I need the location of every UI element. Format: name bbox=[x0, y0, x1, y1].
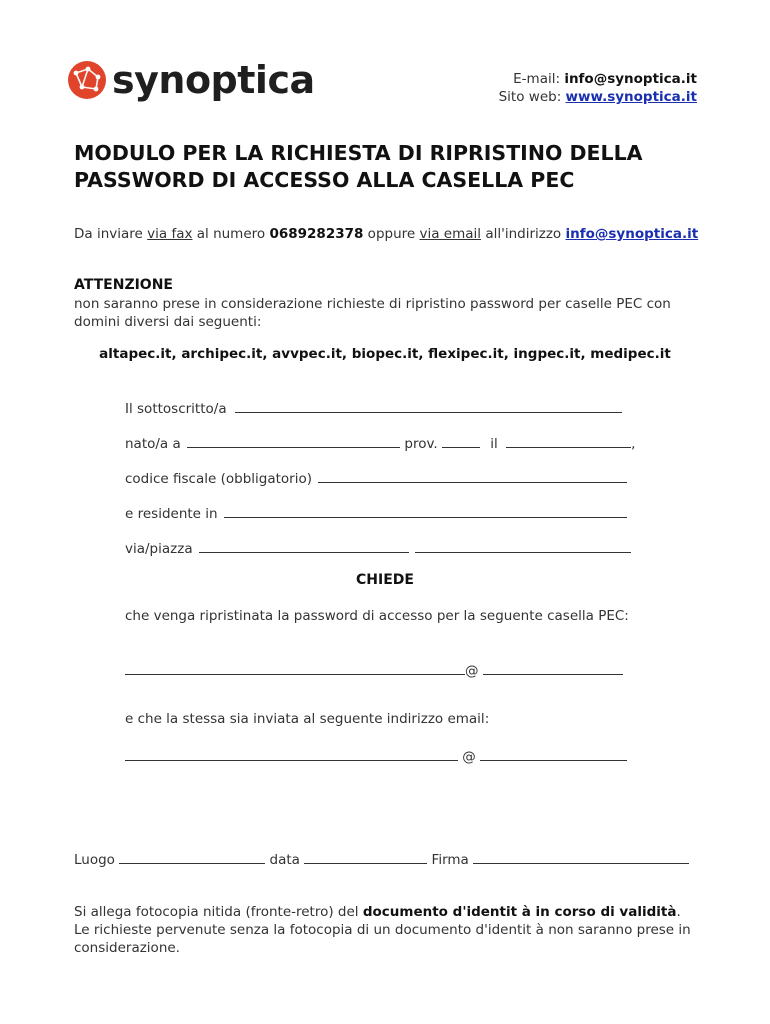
ripristino-text: che venga ripristinata la password di accesso per la seguente casella PEC: bbox=[125, 608, 629, 624]
web-label: Sito web: bbox=[498, 89, 566, 105]
email-line bbox=[499, 70, 697, 88]
codice-fiscale-row bbox=[125, 468, 627, 487]
codice-fiscale-field[interactable] bbox=[318, 468, 627, 483]
synoptica-logo-icon bbox=[66, 59, 108, 101]
send-text: oppure bbox=[363, 226, 420, 242]
send-instructions bbox=[74, 226, 698, 242]
sottoscritto-row bbox=[125, 398, 622, 417]
data-nascita-field[interactable] bbox=[506, 433, 631, 448]
residente-label: e residente in bbox=[125, 506, 218, 522]
luogo-field[interactable] bbox=[119, 849, 265, 864]
firma-field[interactable] bbox=[473, 849, 689, 864]
via-field[interactable] bbox=[199, 538, 409, 553]
attention-text: non saranno prese in considerazione richieste di ripristino password per caselle PEC con domini diversi dai seguenti: bbox=[74, 296, 671, 330]
documento-text: documento d'identit à in corso di validità bbox=[362, 904, 677, 920]
send-text: al numero bbox=[192, 226, 270, 242]
company-logo bbox=[66, 58, 315, 102]
fax-number: 0689282378 bbox=[269, 226, 364, 242]
allegato-note bbox=[74, 903, 694, 957]
email-value: info@synoptica.it bbox=[564, 71, 697, 87]
email-label: E-mail: bbox=[513, 71, 565, 87]
sottoscritto-label: Il sottoscritto/a bbox=[125, 401, 227, 417]
at-sign: @ bbox=[462, 749, 476, 765]
pec-domain-field[interactable] bbox=[483, 660, 623, 675]
allowed-domains: altapec.it, archipec.it, avvpec.it, biopec.it, flexipec.it, ingpec.it, medipec.it bbox=[99, 346, 671, 362]
firma-row bbox=[74, 849, 689, 868]
sottoscritto-field[interactable] bbox=[235, 398, 622, 413]
data-label: data bbox=[269, 852, 300, 868]
residenza-field[interactable] bbox=[224, 503, 627, 518]
email-domain-field[interactable] bbox=[480, 746, 627, 761]
via-label: via/piazza bbox=[125, 541, 193, 557]
chiede-heading: CHIEDE bbox=[356, 572, 414, 588]
title-line-1: MODULO PER LA RICHIESTA DI RIPRISTINO DELLA bbox=[74, 141, 643, 165]
civico-field[interactable] bbox=[415, 538, 631, 553]
pec-row bbox=[125, 660, 623, 679]
send-text: all'indirizzo bbox=[481, 226, 566, 242]
data-field[interactable] bbox=[304, 849, 427, 864]
note-text: Le richieste pervenute senza la fotocopia di un documento d'identit à non saranno prese in considerazione. bbox=[74, 922, 691, 956]
via-row bbox=[125, 538, 631, 557]
web-line bbox=[499, 88, 697, 106]
il-label: il bbox=[490, 436, 498, 452]
prov-field[interactable] bbox=[442, 433, 480, 448]
allegato-text: . bbox=[676, 904, 681, 920]
invio-text: e che la stessa sia inviata al seguente indirizzo email: bbox=[125, 711, 490, 727]
pec-user-field[interactable] bbox=[125, 660, 465, 675]
form-title bbox=[74, 140, 643, 194]
email-row bbox=[125, 746, 627, 765]
allegato-text: Si allega fotocopia nitida (fronte-retro) del bbox=[74, 904, 363, 920]
nascita-row bbox=[125, 433, 635, 452]
firma-label: Firma bbox=[431, 852, 469, 868]
luogo-label: Luogo bbox=[74, 852, 115, 868]
allegato-line bbox=[74, 903, 694, 921]
via-email-text: via email bbox=[419, 226, 482, 242]
comma-text: , bbox=[631, 436, 636, 452]
nato-label: nato/a a bbox=[125, 436, 181, 452]
send-text: Da inviare bbox=[74, 226, 148, 242]
attention-title: ATTENZIONE bbox=[74, 277, 173, 293]
logo-text: synoptica bbox=[112, 58, 315, 102]
email-user-field[interactable] bbox=[125, 746, 458, 761]
web-link[interactable]: www.synoptica.it bbox=[565, 89, 697, 105]
title-line-2: PASSWORD DI ACCESSO ALLA CASELLA PEC bbox=[74, 168, 575, 192]
at-sign: @ bbox=[465, 663, 479, 679]
residenza-row bbox=[125, 503, 627, 522]
contact-info bbox=[499, 70, 697, 106]
luogo-nascita-field[interactable] bbox=[187, 433, 400, 448]
prov-label: prov. bbox=[404, 436, 438, 452]
via-fax-text: via fax bbox=[147, 226, 193, 242]
send-email-link[interactable]: info@synoptica.it bbox=[565, 226, 699, 242]
codice-fiscale-label: codice fiscale (obbligatorio) bbox=[125, 471, 312, 487]
